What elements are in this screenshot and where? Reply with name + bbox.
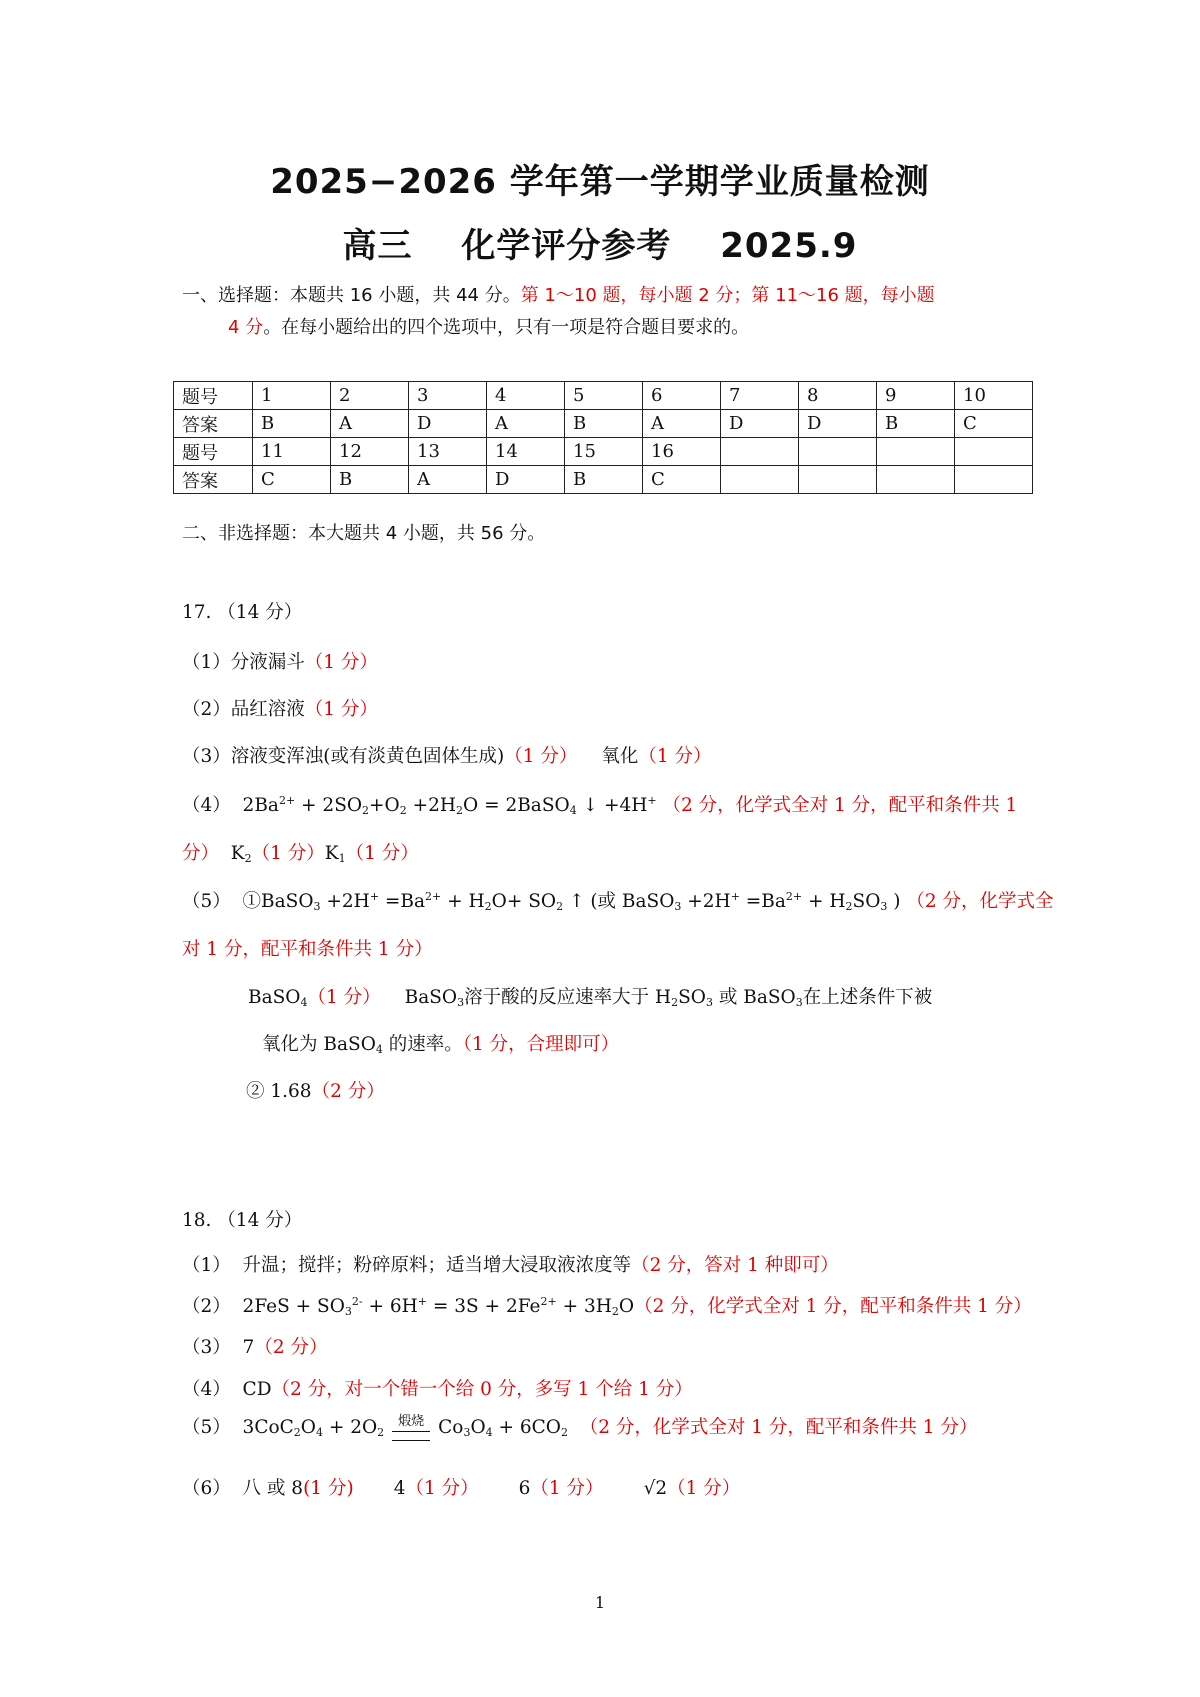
score-note: （1 分） xyxy=(638,746,712,767)
answer-text: $H_2SO_3$ 或 BaSO$_3$ xyxy=(649,987,803,1009)
score-note: （2 分，化学式全 xyxy=(906,891,1054,912)
subtitle-date: 2025.9 xyxy=(720,226,858,266)
score-note: （1 分，合理即可） xyxy=(462,1034,620,1055)
section1-scoring: 第 1～10 题，每小题 2 分；第 11～16 题，每小题 xyxy=(520,285,935,306)
cell: 3 xyxy=(409,382,487,410)
cell: 6 xyxy=(643,382,721,410)
cell: 14 xyxy=(487,438,565,466)
score-note: （1 分） xyxy=(345,843,419,864)
q17-part5-b xyxy=(248,983,1108,1009)
chemical-equation: $3CoC_2O_4 + 2O_2$ xyxy=(242,1417,385,1439)
chemical-equation: $Co_3O_4 + 6CO_2$ xyxy=(438,1417,568,1439)
cell: B xyxy=(877,410,955,438)
section1-text-cont: 。在每小题给出的四个选项中，只有一项是符合题目要求的。 xyxy=(263,317,750,338)
row-label: 题号 xyxy=(174,438,253,466)
cell xyxy=(877,438,955,466)
cell xyxy=(877,466,955,494)
answer-text: 的速率。 xyxy=(388,1034,463,1055)
q17-part4 xyxy=(182,791,1042,817)
cell: A xyxy=(331,410,409,438)
answer-text: BaSO$_4$ xyxy=(317,1034,383,1056)
cell: C xyxy=(643,466,721,494)
answer-text: CD xyxy=(242,1379,272,1400)
section1-scoring-cont: 4 分 xyxy=(228,317,264,338)
answer-text: 升温；搅拌；粉碎原料；适当增大浸取液浓度等 xyxy=(242,1255,632,1276)
page-subtitle xyxy=(0,218,1200,267)
page-number: 1 xyxy=(594,1593,606,1612)
cell: 13 xyxy=(409,438,487,466)
table-row xyxy=(174,438,1033,466)
q17-part5-c xyxy=(262,1030,1122,1056)
score-note: （1 分） xyxy=(405,1478,479,1499)
score-note: （1 分） xyxy=(307,987,381,1008)
cell: 8 xyxy=(799,382,877,410)
cell: B xyxy=(331,466,409,494)
part-label: （6） xyxy=(182,1478,231,1499)
score-note: （1 分） xyxy=(530,1478,604,1499)
q17-part4-cont xyxy=(182,839,1042,865)
cell: B xyxy=(565,410,643,438)
cell: D xyxy=(799,410,877,438)
score-note: （2 分，答对 1 种即可） xyxy=(631,1255,839,1276)
row-label: 题号 xyxy=(174,382,253,410)
cell: 7 xyxy=(721,382,799,410)
answer-text: 4 xyxy=(393,1478,406,1499)
score-note: （2 分） xyxy=(311,1081,385,1102)
answer-text: ② 1.68 xyxy=(246,1081,312,1102)
score-note: （2 分，化学式全对 1 分，配平和条件共 1 xyxy=(662,795,1018,816)
q18-part5 xyxy=(182,1413,1042,1441)
part-label: （3） xyxy=(182,1337,231,1358)
score-note: （2 分） xyxy=(254,1337,328,1358)
answer-text: 溶于酸的反应速率大于 xyxy=(464,987,650,1008)
subtitle-subject: 化学评分参考 xyxy=(461,226,672,266)
answer-text: 氧化为 xyxy=(262,1034,318,1055)
answer-text: $K_2$ xyxy=(230,843,252,865)
part-label: （5） xyxy=(182,1417,231,1438)
section2-instructions: 二、非选择题：本大题共 4 小题，共 56 分。 xyxy=(182,523,546,544)
section1-text: 一、选择题：本题共 16 小题，共 44 分。 xyxy=(182,285,521,306)
table-row xyxy=(174,382,1033,410)
cell xyxy=(799,466,877,494)
cell: D xyxy=(409,410,487,438)
answer-text: √2 xyxy=(643,1478,668,1499)
cell: B xyxy=(565,466,643,494)
score-note: （1 分） xyxy=(667,1478,741,1499)
score-note: （2 分，化学式全对 1 分，配平和条件共 1 分） xyxy=(634,1296,1032,1317)
answer-text: （2）品红溶液 xyxy=(182,699,305,720)
cell: A xyxy=(487,410,565,438)
answer-text: 6 xyxy=(518,1478,531,1499)
cell: 15 xyxy=(565,438,643,466)
answer-text: 氧化 xyxy=(601,746,639,767)
q17-part5-cont xyxy=(182,935,1042,961)
q17-part1 xyxy=(182,648,1042,674)
q18-part2 xyxy=(182,1292,1042,1318)
table-row xyxy=(174,466,1033,494)
cell xyxy=(799,438,877,466)
q17-part3 xyxy=(182,742,1042,768)
score-note: 对 1 分，配平和条件共 1 分） xyxy=(182,939,433,960)
q18-heading: 18. （14 分） xyxy=(182,1210,303,1231)
cell: C xyxy=(955,410,1033,438)
reaction-condition: 煅烧 xyxy=(398,1414,425,1429)
answer-text: 7 xyxy=(242,1337,255,1358)
q18-part6 xyxy=(182,1474,1042,1500)
answer-text: $K_1$ xyxy=(324,843,346,865)
q17-part5 xyxy=(182,887,1054,913)
cell: 5 xyxy=(565,382,643,410)
cell: B xyxy=(253,410,331,438)
cell: D xyxy=(487,466,565,494)
cell xyxy=(721,466,799,494)
q17-heading: 17. （14 分） xyxy=(182,602,303,623)
row-label: 答案 xyxy=(174,410,253,438)
reaction-condition-arrow xyxy=(392,1415,430,1441)
answer-table xyxy=(173,381,1033,494)
cell: 4 xyxy=(487,382,565,410)
cell: 16 xyxy=(643,438,721,466)
chemical-equation: $2Ba^{2+} + 2SO_2+O_2 +2H_2O$ = 2BaSO$_4$ ↓ +4H+ xyxy=(242,794,657,817)
cell: 1 xyxy=(253,382,331,410)
part-label: （1） xyxy=(182,1255,231,1276)
part-label: （4） xyxy=(182,795,231,816)
q18-part1 xyxy=(182,1251,1042,1277)
score-note: （1 分） xyxy=(251,843,325,864)
answer-text: （3）溶液变浑浊(或有淡黄色固体生成) xyxy=(182,746,505,767)
section1-instructions xyxy=(182,280,1042,344)
cell xyxy=(955,466,1033,494)
chemical-equation: $2FeS + SO_3^{2-} + 6H^+ = 3S + 2Fe^{2+} + 3H_2O$ xyxy=(242,1295,635,1318)
cell xyxy=(721,438,799,466)
cell: 10 xyxy=(955,382,1033,410)
cell: 12 xyxy=(331,438,409,466)
table-row xyxy=(174,410,1033,438)
answer-text: BaSO$_3$ xyxy=(404,987,465,1009)
score-note: （2 分，对一个错一个给 0 分，多写 1 个给 1 分） xyxy=(271,1379,693,1400)
score-note: （1 分） xyxy=(504,746,578,767)
chemical-equation: ①BaSO$_3$ $+2H^+ =Ba^{2+} + H_2O+ SO_2$ ↑ (或 BaSO$_3$ $+2H^+ =Ba^{2+} + H_2SO_3$ ) xyxy=(242,890,901,913)
cell: A xyxy=(643,410,721,438)
score-note: （1 分） xyxy=(304,699,378,720)
q17-part2 xyxy=(182,695,1042,721)
answer-text: 八 或 8 xyxy=(242,1478,304,1499)
subtitle-grade: 高三 xyxy=(342,226,413,266)
cell: 2 xyxy=(331,382,409,410)
answer-text: 在上述条件下被 xyxy=(802,987,933,1008)
row-label: 答案 xyxy=(174,466,253,494)
equals-bars xyxy=(392,1431,430,1441)
q17-part5-d xyxy=(246,1077,1106,1103)
cell: D xyxy=(721,410,799,438)
cell xyxy=(955,438,1033,466)
cell: A xyxy=(409,466,487,494)
cell: C xyxy=(253,466,331,494)
part-label: （4） xyxy=(182,1379,231,1400)
part-label: （2） xyxy=(182,1296,231,1317)
score-note: （1 分） xyxy=(304,652,378,673)
q18-part3 xyxy=(182,1333,1042,1359)
q18-part4 xyxy=(182,1375,1042,1401)
score-note: （2 分，化学式全对 1 分，配平和条件共 1 分） xyxy=(579,1417,978,1438)
part-label: （5） xyxy=(182,891,231,912)
score-note: 分） xyxy=(182,843,220,864)
answer-text: BaSO$_4$ xyxy=(248,987,308,1009)
cell: 9 xyxy=(877,382,955,410)
score-note: (1 分) xyxy=(303,1478,354,1499)
cell: 11 xyxy=(253,438,331,466)
answer-text: （1）分液漏斗 xyxy=(182,652,305,673)
page-title: 2025−2026 学年第一学期学业质量检测 xyxy=(270,162,930,202)
